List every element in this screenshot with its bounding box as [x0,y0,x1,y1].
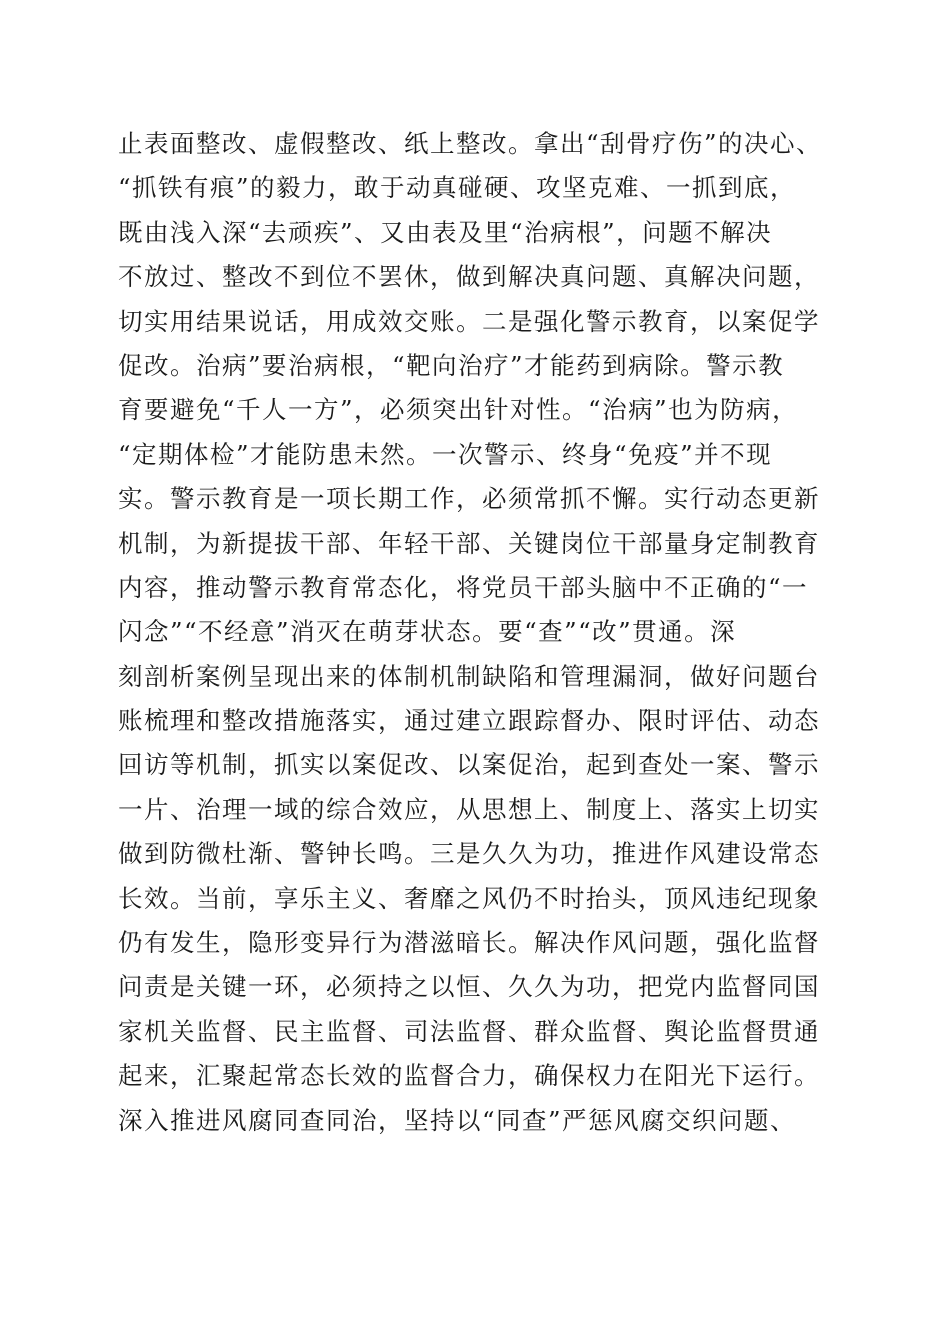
text-line: 刻剖析案例呈现出来的体制机制缺陷和管理漏洞，做好问题台 [118,661,820,691]
text-line: 长效。当前，享乐主义、奢靡之风仍不时抬头，顶风违纪现象 [118,883,820,913]
text-line: 回访等机制，抓实以案促改、以案促治，起到查处一案、警示 [118,750,820,780]
text-line: 既由浅入深“去顽疾”、又由表及里“治病根”，问题不解决 [118,217,773,247]
text-line: 实。警示教育是一项长期工作，必须常抓不懈。实行动态更新 [118,484,820,514]
text-line: 仍有发生，隐形变异行为潜滋暗长。解决作风问题，强化监督 [118,928,820,958]
text-line: 不放过、整改不到位不罢休，做到解决真问题、真解决问题， [118,262,820,292]
text-line: 切实用结果说话，用成效交账。二是强化警示教育，以案促学 [118,306,820,336]
text-line: 一片、治理一域的综合效应，从思想上、制度上、落实上切实 [118,794,820,824]
text-line: 闪念”“不经意”消灭在萌芽状态。要“查”“改”贯通。深 [118,617,737,647]
text-line: 深入推进风腐同查同治，坚持以“同查”严惩风腐交织问题、 [118,1105,797,1135]
body-text [118,122,838,1143]
text-line: 账梳理和整改措施落实，通过建立跟踪督办、限时评估、动态 [118,706,820,736]
text-line: 内容，推动警示教育常态化，将党员干部头脑中不正确的“一 [118,572,809,602]
text-line: 家机关监督、民主监督、司法监督、群众监督、舆论监督贯通 [118,1016,820,1046]
text-line: 问责是关键一环，必须持之以恒、久久为功，把党内监督同国 [118,972,820,1002]
text-line: 促改。治病”要治病根，“靶向治疗”才能药到病除。警示教 [118,350,785,380]
text-line: “定期体检”才能防患未然。一次警示、终身“免疫”并不现 [118,439,773,469]
text-line: 止表面整改、虚假整改、纸上整改。拿出“刮骨疗伤”的决心、 [118,129,823,158]
text-line: 做到防微杜渐、警钟长鸣。三是久久为功，推进作风建设常态 [118,839,820,869]
text-line: 机制，为新提拔干部、年轻干部、关键岗位干部量身定制教育 [118,528,820,558]
text-line: 起来，汇聚起常态长效的监督合力，确保权力在阳光下运行。 [118,1061,820,1091]
text-line: “抓铁有痕”的毅力，敢于动真碰硬、攻坚克难、一抓到底， [118,173,797,203]
text-line: 育要避免“千人一方”，必须突出针对性。“治病”也为防病， [118,395,799,425]
